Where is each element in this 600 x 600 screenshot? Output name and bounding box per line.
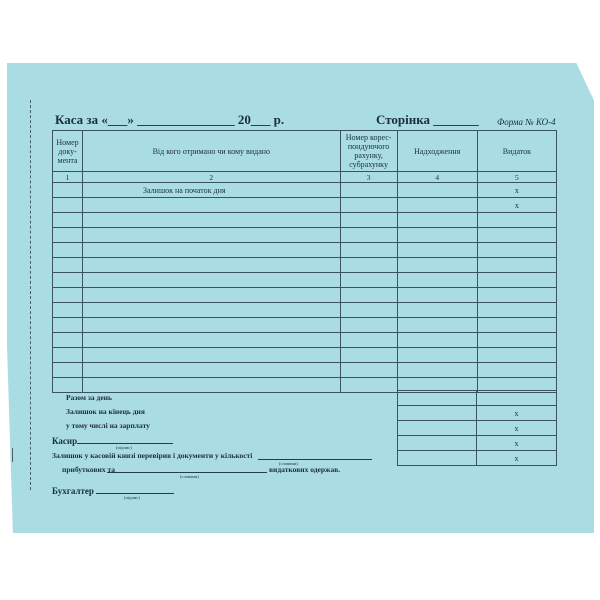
words-caption: (словами) (180, 474, 199, 479)
col-number: 4 (397, 172, 477, 183)
table-row (53, 213, 557, 228)
doc-count-line (258, 459, 372, 460)
col-number: 1 (53, 172, 83, 183)
salary-row (398, 421, 557, 436)
accountant-label: Бухгалтер (52, 486, 94, 496)
x-mark: х (477, 183, 556, 198)
cash-date-title: Каса за «___» _______________ 20___ р. (55, 112, 285, 127)
expense-docs-label: видаткових одержав. (269, 465, 341, 474)
words-caption: (словами) (279, 461, 298, 466)
perforation-line (30, 100, 31, 490)
opening-balance-label: Залишок на початок дня (83, 183, 341, 198)
col-header-doc-number: Номер доку-мента (53, 131, 83, 172)
signature-caption: (підпис) (124, 495, 140, 500)
check-statement: Залишок у касовій книзі перевірив і документи у кількості (52, 451, 253, 460)
column-number-row (53, 172, 557, 183)
empty-row (398, 451, 557, 466)
table-row (53, 303, 557, 318)
x-mark: х (477, 421, 557, 436)
signature-caption: (підпис) (116, 445, 132, 450)
form-code: Форма № КО-4 (497, 117, 556, 127)
cashier-label: Касир (52, 436, 78, 446)
table-row (53, 318, 557, 333)
table-header-row (53, 131, 557, 172)
cash-ledger-table (52, 130, 557, 393)
table-row (53, 348, 557, 363)
table-row (53, 363, 557, 378)
cashier-signature-line (77, 443, 173, 444)
col-header-from-to: Від кого отримано чи кому видано (83, 131, 341, 172)
table-row (53, 228, 557, 243)
x-mark: х (477, 406, 557, 421)
table-row (53, 183, 557, 198)
table-row (53, 258, 557, 273)
table-row (53, 288, 557, 303)
salary-label: у тому числі на зарплату (66, 421, 150, 430)
x-mark: х (477, 436, 557, 451)
receipts-count-line (107, 472, 267, 473)
total-day-row (398, 391, 557, 406)
margin-mark (12, 448, 17, 462)
accountant-signature-line (96, 493, 174, 494)
col-header-account: Номер корес-пондуючого рахунку, субрахунку (340, 131, 397, 172)
closing-balance-row (398, 406, 557, 421)
table-row (53, 273, 557, 288)
x-mark: х (477, 451, 557, 466)
closing-balance-label: Залишок на кінець дня (66, 407, 145, 416)
receipts-label: прибуткових та (62, 465, 116, 474)
col-number: 2 (83, 172, 341, 183)
x-mark: х (477, 198, 556, 213)
col-header-expenses: Видаток (477, 131, 556, 172)
col-number: 5 (477, 172, 556, 183)
col-header-receipts: Надходження (397, 131, 477, 172)
table-row (53, 198, 557, 213)
col-number: 3 (340, 172, 397, 183)
table-row (53, 333, 557, 348)
total-day-label: Разом за день (66, 393, 112, 402)
page-number-label: Сторінка _______ (376, 112, 479, 127)
empty-row (398, 436, 557, 451)
table-row (53, 243, 557, 258)
totals-table (397, 390, 557, 466)
